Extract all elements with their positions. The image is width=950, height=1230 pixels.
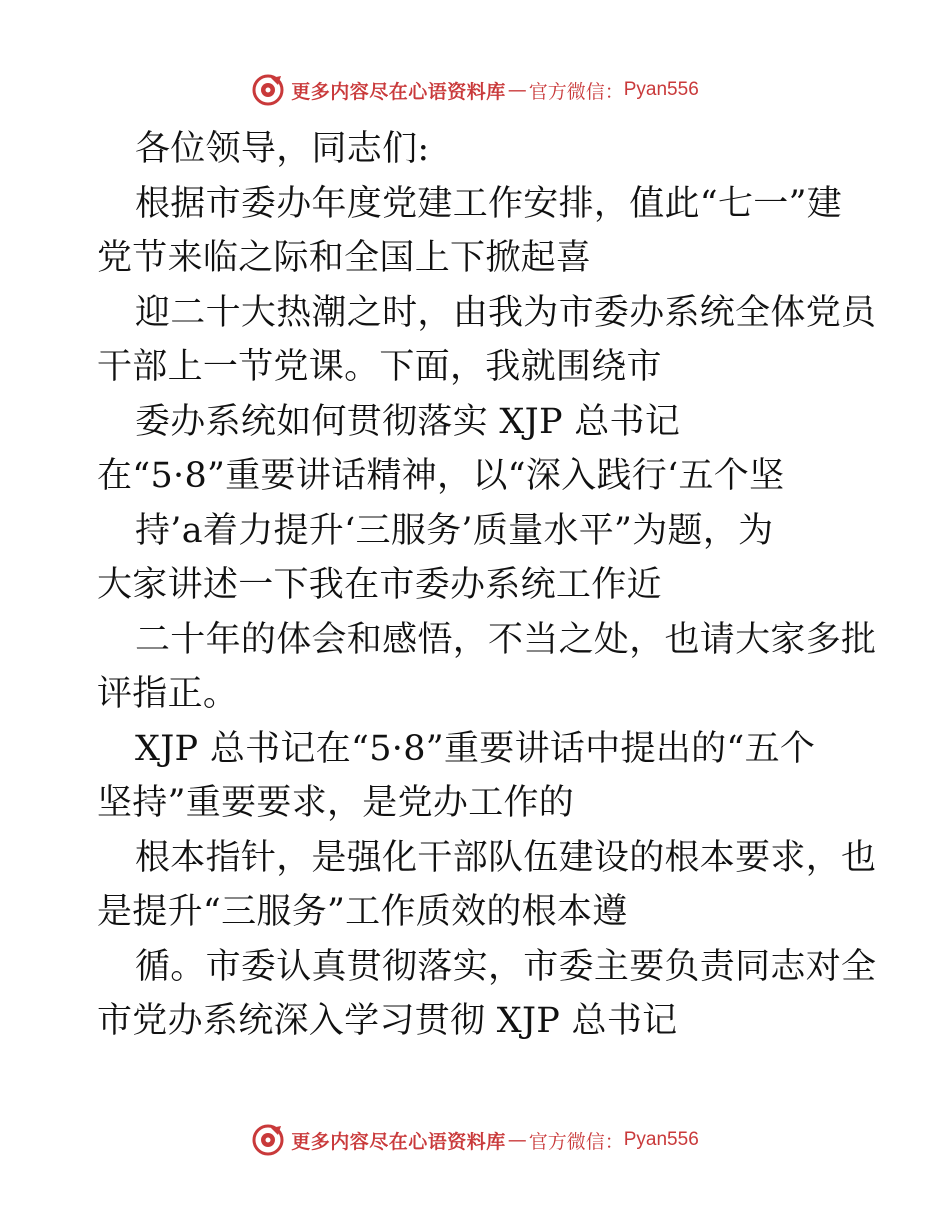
text-line: 持’a着力提升‘三服务’质量水平”为题，为 (135, 510, 774, 551)
watermark-main-text: 更多内容尽在心语资料库 (291, 80, 506, 103)
text-line: 循。市委认真贯彻落实，市委主要负责同志对全 (135, 946, 877, 987)
watermark-separator: — (507, 1129, 527, 1151)
text-line: 迎二十大热潮之时，由我为市委办系统全体党员 (135, 292, 877, 333)
watermark-label: 官方微信： (528, 80, 624, 103)
watermark-separator: — (507, 79, 527, 101)
text-line: 党节来临之际和全国上下掀起喜 (97, 238, 592, 278)
text-line: 干部上一节党课。下面，我就围绕市 (97, 347, 662, 387)
header-watermark (0, 72, 950, 108)
text-line: 市党办系统深入学习贯彻 XJP 总书记 (97, 1001, 678, 1041)
text-line: 评指正。 (97, 674, 239, 714)
document-body (97, 122, 877, 1049)
text-line: 是提升“三服务”工作质效的根本遵 (97, 892, 628, 932)
watermark-id: Pyan556 (623, 79, 699, 100)
text-line: 在“5·8”重要讲话精神，以“深入践行‘五个坚 (97, 456, 785, 496)
text-line: 坚持”重要要求，是党办工作的 (97, 783, 575, 823)
text-line: 根据市委办年度党建工作安排，值此“七一”建 (135, 183, 843, 224)
pen-logo-icon (251, 1123, 285, 1157)
watermark-label: 官方微信： (528, 1130, 624, 1153)
watermark-main-text: 更多内容尽在心语资料库 (291, 1130, 506, 1153)
footer-watermark (0, 1122, 950, 1158)
text-line: XJP 总书记在“5·8”重要讲话中提出的“五个 (135, 728, 816, 769)
text-line: 二十年的体会和感悟，不当之处，也请大家多批 (135, 619, 877, 660)
text-line: 委办系统如何贯彻落实 XJP 总书记 (135, 401, 681, 442)
text-line: 大家讲述一下我在市委办系统工作近 (97, 565, 662, 605)
pen-logo-icon (251, 73, 285, 107)
watermark-id: Pyan556 (623, 1129, 699, 1150)
text-line: 根本指针，是强化干部队伍建设的根本要求，也 (135, 837, 877, 878)
text-line: 各位领导，同志们: (135, 129, 430, 169)
